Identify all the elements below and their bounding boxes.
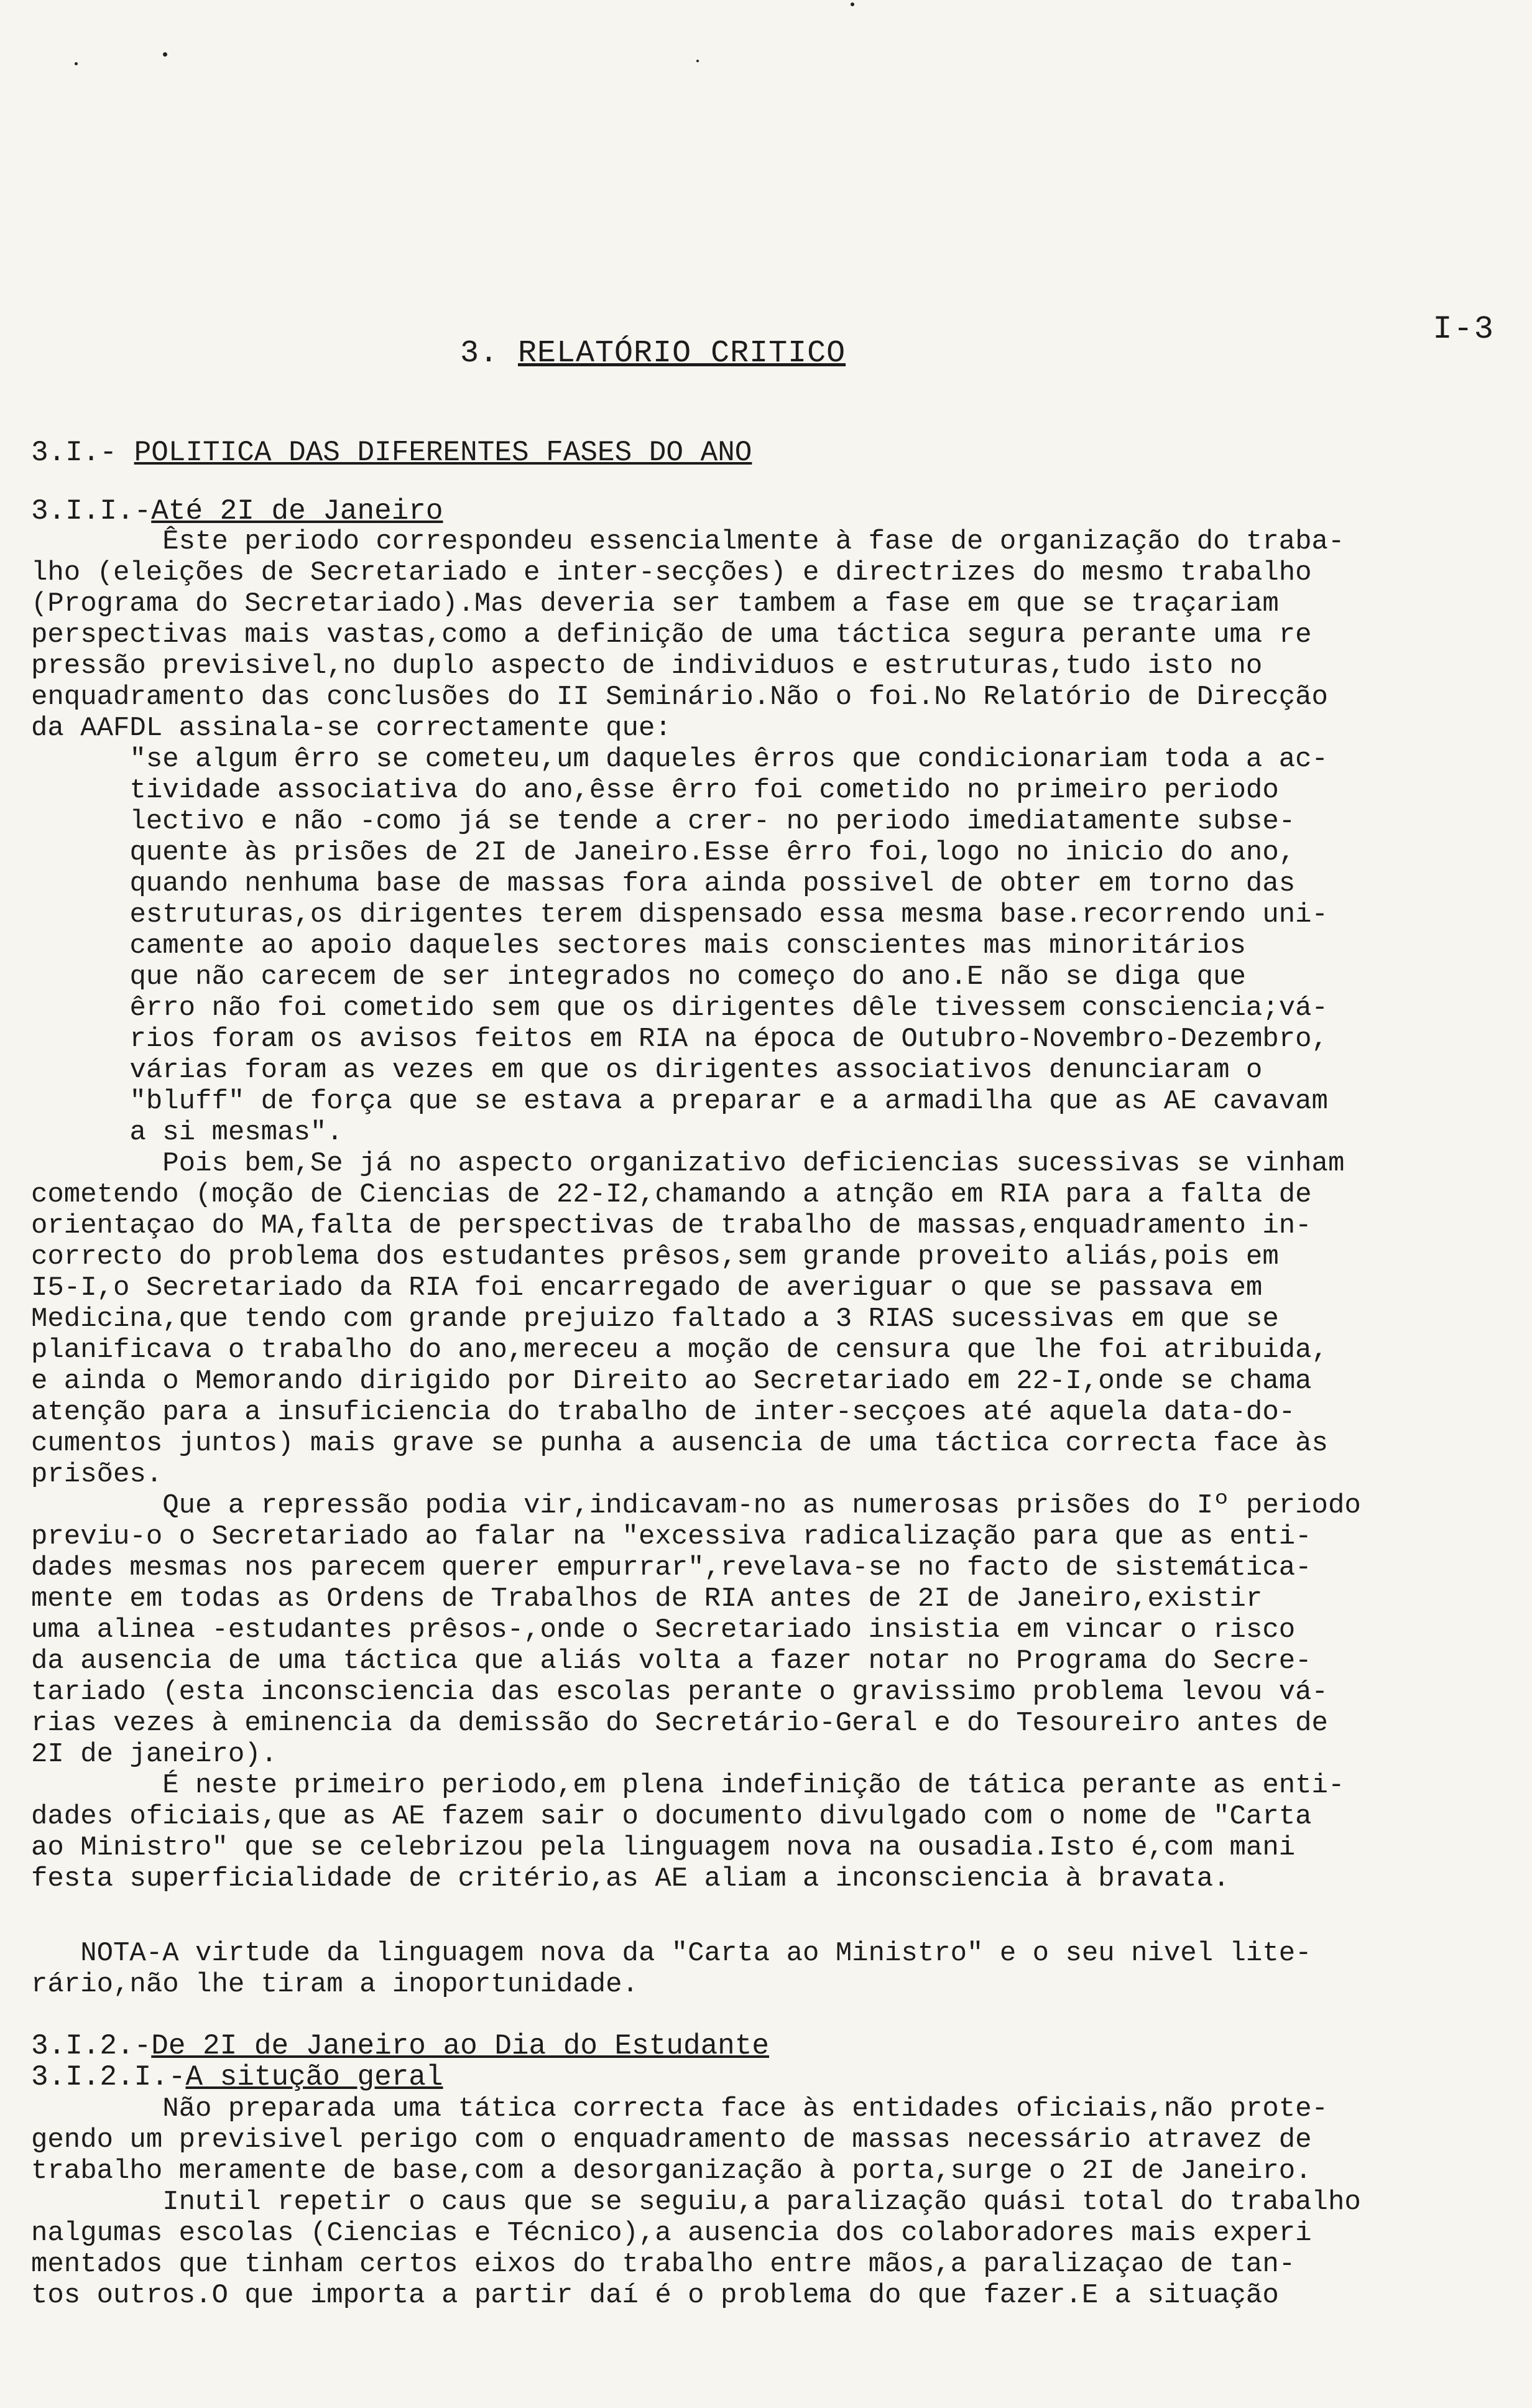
section-number: 3.I.2.I.- xyxy=(31,2061,186,2093)
section-number: 3.I.2.- xyxy=(31,2030,152,2062)
section-heading-3-1 xyxy=(31,437,752,469)
section-title: De 2I de Janeiro ao Dia do Estudante xyxy=(151,2030,769,2062)
section-number: 3.I.I.- xyxy=(31,495,152,527)
note-paragraph: NOTA-A virtude da linguagem nova da "Carta ao Ministro" e o seu nivel lite- rário,não lhe tiram a inoportunidade. xyxy=(31,1938,1312,2000)
ink-speck xyxy=(851,2,854,6)
page-number: I-3 xyxy=(1433,311,1495,348)
body-text-block: Não preparada uma tática correcta face às entidades oficiais,não prote- gendo um previsivel perigo com o enquadramento de massas necessário atravez de trabalho meramente de base,com a desorganização à porta,surge o 2I de Janeiro. Inutil repetir o caus que se seguiu,a paralização quási total do trabalho nalgumas escolas (Ciencias e Técnico),a ausencia dos colaboradores mais experi mentados que tinham certos eixos do trabalho entre mãos,a paralizaçao de tan- tos outros.O que importa a partir daí é o problema do que fazer.E a situação xyxy=(31,2093,1361,2311)
section-title: POLITICA DAS DIFERENTES FASES DO ANO xyxy=(134,437,752,469)
section-heading-3-1-2-1 xyxy=(31,2061,443,2093)
ink-speck xyxy=(75,62,78,65)
section-title: Até 2I de Janeiro xyxy=(151,495,443,527)
body-text-block: Êste periodo correspondeu essencialmente à fase de organização do traba- lho (eleições de Secretariado e inter-secções) e directrizes do mesmo trabalho (Programa do Secretariado).Mas deveria ser tambem a fase em que se traçariam perspectivas mais vastas,como a definição de uma táctica segura perante uma re pressão previsivel,no duplo aspecto de individuos e estruturas,tudo isto no enquadramento das conclusões do II Seminário.Não o foi.No Relatório de Direcção da AAFDL assinala-se correctamente que: "se algum êrro se cometeu,um daqueles êrros que condicionariam toda a ac- tividade associativa do ano,êsse êrro foi cometido no primeiro periodo lectivo e não -como já se tende a crer- no periodo imediatamente subse- quente às prisões de 2I de Janeiro.Esse êrro foi,logo no inicio do ano, quando nenhuma base de massas fora ainda possivel de obter em torno das estruturas,os dirigentes terem dispensado essa mesma base.recorrendo uni- camente ao apoio daqueles sectores mais conscientes mas minoritários que não carecem de ser integrados no começo do ano.E não se diga que êrro não foi cometido sem que os dirigentes dêle tivessem consciencia;vá- rios foram os avisos feitos em RIA na época de Outubro-Novembro-Dezembro, várias foram as vezes em que os dirigentes associativos denunciaram o "bluff" de força que se estava a preparar e a armadilha que as AE cavavam a si mesmas". Pois bem,Se já no aspecto organizativo deficiencias sucessivas se vinham cometendo (moção de Ciencias de 22-I2,chamando a atnção em RIA para a falta de orientaçao do MA,falta de perspectivas de trabalho de massas,enquadramento in- correcto do problema dos estudantes prêsos,sem grande proveito aliás,pois em I5-I,o Secretariado da RIA foi encarregado de averiguar o que se passava em Medicina,que tendo com grande prejuizo faltado a 3 RIAS sucessivas em que se planificava o trabalho do ano,mereceu a moção de censura que lhe foi atribuida, e ainda o Memorando dirigido por Direito ao Secretariado em 22-I,onde se chama atenção para a insuficiencia do trabalho de inter-secçoes até aquela data-do- cumentos juntos) mais grave se punha a ausencia de uma táctica correcta face às prisões. Que a repressão podia vir,indicavam-no as numerosas prisões do Iº periodo previu-o o Secretariado ao falar na "excessiva radicalização para que as enti- dades mesmas nos parecem querer empurrar",revelava-se no facto de sistemática- mente em todas as Ordens de Trabalhos de RIA antes de 2I de Janeiro,existir uma alinea -estudantes prêsos-,onde o Secretariado insistia em vincar o risco da ausencia de uma táctica que aliás volta a fazer notar no Programa do Secre- tariado (esta inconsciencia das escolas perante o gravissimo problema levou vá- rias vezes à eminencia da demissão do Secretário-Geral e do Tesoureiro antes de 2I de janeiro). É neste primeiro periodo,em plena indefinição de tática perante as enti- dades oficiais,que as AE fazem sair o documento divulgado com o nome de "Carta ao Ministro" que se celebrizou pela linguagem nova na ousadia.Isto é,com mani festa superficialidade de critério,as AE aliam a inconsciencia à bravata. xyxy=(31,526,1361,1894)
ink-speck xyxy=(163,52,167,57)
section-heading-3-1-1 xyxy=(31,495,443,527)
section-title: A situção geral xyxy=(185,2061,443,2093)
page-title xyxy=(460,336,846,371)
title-number: 3. xyxy=(460,336,499,371)
ink-speck xyxy=(696,60,699,62)
section-number: 3.I.- xyxy=(31,437,118,469)
title-text: RELATÓRIO CRITICO xyxy=(518,336,846,371)
section-heading-3-1-2 xyxy=(31,2030,769,2062)
